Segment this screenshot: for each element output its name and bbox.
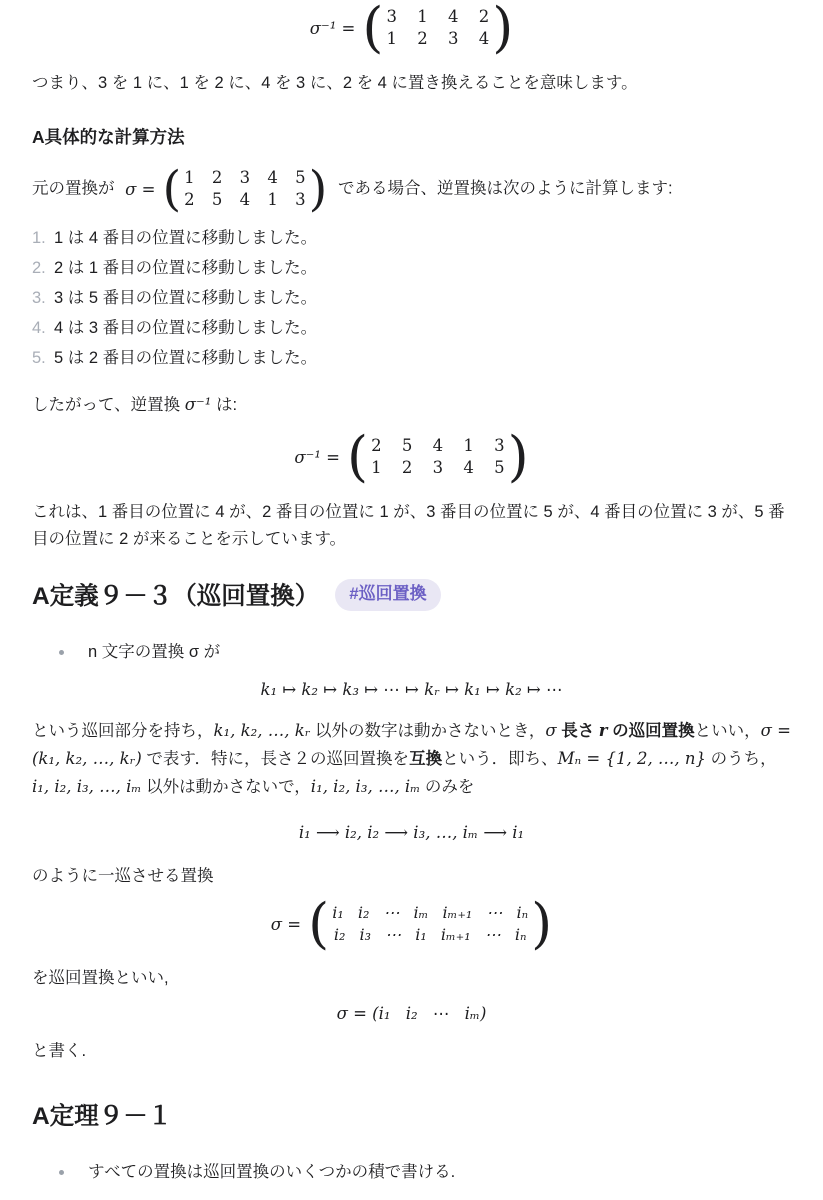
text: という巡回部分を持ち， <box>32 722 214 740</box>
formula-lhs: σ = <box>270 914 302 934</box>
paragraph-cycle <box>32 862 791 890</box>
list-text: 5 は 2 番目の位置に移動しました。 <box>54 349 318 367</box>
formula-lhs: σ⁻¹ = <box>294 447 341 467</box>
text: といい， <box>694 722 761 740</box>
theorem-bullet <box>32 1160 791 1184</box>
formula-lhs: σ⁻¹ = <box>309 18 356 38</box>
heading-text: A定理９－１ <box>32 1103 173 1130</box>
list-item <box>32 223 791 253</box>
bullet-icon <box>59 1170 64 1175</box>
list-item <box>32 313 791 343</box>
matrix-row-1: 3 1 4 2 <box>386 7 490 26</box>
text: という．即ち、 <box>442 750 558 768</box>
math: i₁, i₂, i₃, …, iₘ <box>32 777 142 796</box>
matrix-row-1: 2 5 4 1 3 <box>371 436 505 455</box>
right-paren: ) <box>531 892 553 955</box>
text: のみを <box>420 778 475 796</box>
paragraph-original-permutation <box>32 161 791 217</box>
right-paren: ) <box>507 425 529 488</box>
text: と書く. <box>32 1042 87 1060</box>
bullet-text: n 文字の置換 σ が <box>88 643 221 661</box>
list-item <box>32 283 791 313</box>
right-paren: ) <box>308 161 328 217</box>
definition-paragraph <box>32 717 791 801</box>
bold-text: 互換 <box>409 750 443 768</box>
list-text: 1 は 4 番目の位置に移動しました。 <box>54 229 318 247</box>
formula-lhs: σ = ( <box>336 1004 379 1023</box>
formula-inverse-result <box>32 425 791 488</box>
math: i₁, i₂, i₃, …, iₘ <box>310 777 421 796</box>
matrix-row-2: i₂ i₃ ⋯ i₁ iₘ₊₁ ⋯ iₙ <box>333 925 527 944</box>
tag-badge-cyclic-permutation[interactable]: #巡回置換 <box>335 579 440 611</box>
rich-text <box>32 717 791 801</box>
matrix <box>347 425 529 488</box>
formula-inverse-top <box>32 0 791 59</box>
list-number: 2. <box>32 259 46 277</box>
list-item <box>32 253 791 283</box>
math: Mₙ = {1, 2, …, n} <box>557 749 707 768</box>
formula-body: i₁ i₂ ⋯ iₘ <box>378 1004 480 1023</box>
bullet-text: すべての置換は巡回置換のいくつかの積で書ける. <box>88 1163 456 1181</box>
left-paren: ( <box>347 425 369 488</box>
bold-text: の巡回置換 <box>607 722 695 740</box>
left-paren: ( <box>362 0 384 59</box>
bullet-icon <box>59 650 64 655</box>
formula-i-cycle: i₁ ⟶ i₂, i₂ ⟶ i₃, …, iₘ ⟶ i₁ <box>298 823 525 842</box>
matrix-row-1: 1 2 3 4 5 <box>184 168 306 187</box>
list-text: 3 は 5 番目の位置に移動しました。 <box>54 289 318 307</box>
matrix <box>362 0 514 59</box>
math: σ = (k₁, k₂, …, kᵣ) <box>32 721 791 768</box>
math: k₁, k₂, …, kᵣ <box>213 721 311 740</box>
left-paren: ( <box>308 892 330 955</box>
heading-theorem-9-1 <box>32 1097 791 1132</box>
steps-list <box>32 223 791 373</box>
text: 以外は動かさないで， <box>141 778 311 796</box>
inline-formula <box>125 161 328 217</box>
list-number: 4. <box>32 319 46 337</box>
text: を巡回置換といい, <box>32 969 169 987</box>
text-post: は: <box>211 396 238 414</box>
formula-cyclic-matrix <box>32 892 791 955</box>
formula-sigma-cycle <box>32 1004 791 1023</box>
matrix-row-2: 1 2 3 4 <box>386 29 490 48</box>
matrix <box>308 892 553 955</box>
list-text: 4 は 3 番目の位置に移動しました。 <box>54 319 318 337</box>
sigma-inverse: σ⁻¹ <box>184 395 212 414</box>
text: のように一巡させる置換 <box>32 867 214 885</box>
text: 以外の数字は動かさないとき， <box>310 722 546 740</box>
text-post: である場合、逆置換は次のように計算します: <box>337 179 673 198</box>
left-paren: ( <box>162 161 182 217</box>
paragraph-write <box>32 1037 791 1065</box>
matrix-row-2: 2 5 4 1 3 <box>184 190 306 209</box>
paragraph-explanation: これは、1 番目の位置に 4 が、2 番目の位置に 1 が、3 番目の位置に 5 が、4 番目の位置に 3 が、5 番目の位置に 2 が来ることを示しています。 <box>32 503 785 548</box>
paragraph-meaning: つまり、3 を 1 に、1 を 2 に、4 を 3 に、2 を 4 に置き換えることを意味します。 <box>32 74 638 92</box>
text-pre: 元の置換が <box>32 179 115 198</box>
text-pre: したがって、逆置換 <box>32 396 185 414</box>
definition-bullet <box>32 640 791 664</box>
heading-text: A定義９－３（巡回置換） <box>32 583 320 610</box>
text: で表す．特に，長さ２の巡回置換を <box>141 750 410 768</box>
list-number: 3. <box>32 289 46 307</box>
paragraph-therefore <box>32 391 791 419</box>
right-paren: ) <box>492 0 514 59</box>
bold-text: 長さ <box>556 722 599 740</box>
text: のうち， <box>706 750 777 768</box>
formula-lhs: σ = <box>125 179 156 199</box>
right-paren: ) <box>480 1004 487 1023</box>
paragraph-called <box>32 964 791 992</box>
math: σ <box>545 721 557 740</box>
formula-k-cycle: k₁ ↦ k₂ ↦ k₃ ↦ ⋯ ↦ kᵣ ↦ k₁ ↦ k₂ ↦ ⋯ <box>260 680 563 699</box>
matrix <box>162 161 328 217</box>
list-number: 5. <box>32 349 46 367</box>
matrix-row-2: 1 2 3 4 5 <box>371 458 505 477</box>
list-number: 1. <box>32 229 46 247</box>
matrix-row-1: i₁ i₂ ⋯ iₘ iₘ₊₁ ⋯ iₙ <box>332 903 529 922</box>
list-item <box>32 343 791 373</box>
list-text: 2 は 1 番目の位置に移動しました。 <box>54 259 318 277</box>
bold-math: r <box>598 721 608 740</box>
heading-calculation-method: A具体的な計算方法 <box>32 127 185 147</box>
heading-definition-9-3 <box>32 577 791 612</box>
